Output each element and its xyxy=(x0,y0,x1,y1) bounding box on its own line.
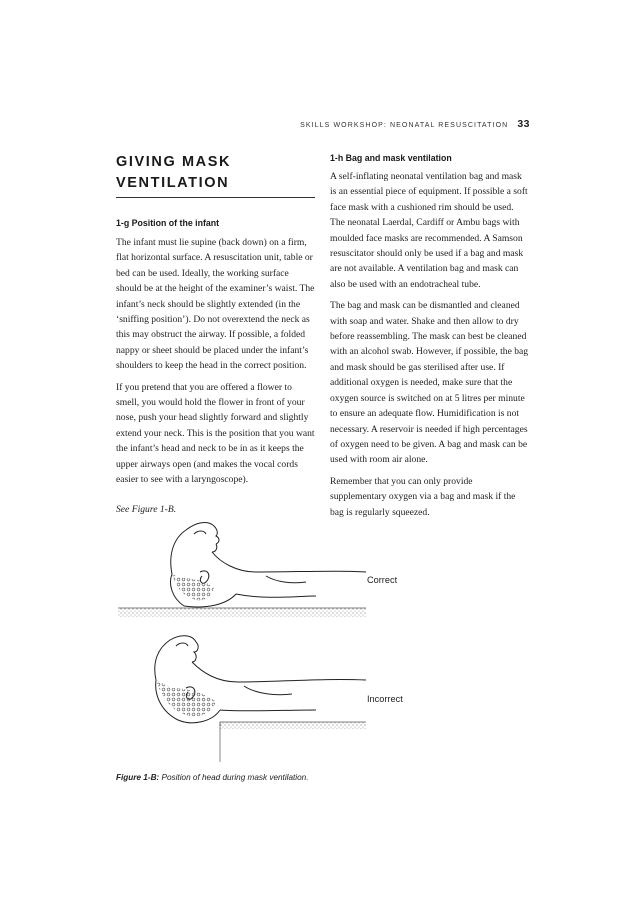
running-title: SKILLS WORKSHOP: NEONATAL RESUSCITATION xyxy=(300,122,509,129)
paragraph-equipment: A self-inflating neonatal ventilation bag and mask is an essential piece of equipment. If possible a soft face mask with a cushioned rim should be used. The neonatal Laerdal, Cardiff or Ambu bags with moulded face masks are recommended. A Samson resuscitator should only be used if a bag and mask are not available. A ventilation bag and mask can also be used with an endotracheal tube. xyxy=(330,171,528,290)
chapter-title xyxy=(116,152,315,198)
figure-caption xyxy=(116,773,309,782)
section-heading-bag-and-mask: 1-h Bag and mask ventilation xyxy=(330,153,452,163)
label-incorrect: Incorrect xyxy=(367,694,403,704)
caption-text: Position of head during mask ventilation. xyxy=(159,773,309,782)
chapter-title-line1: GIVING MASK xyxy=(116,154,232,170)
page-number: 33 xyxy=(517,118,530,130)
paragraph-flower-analogy: If you pretend that you are offered a flower to smell, you would hold the flower in front of your nose, push your head slightly forward and slightly extend your neck. This is the position that you want the infant’s head and neck to be in as it keeps the upper airways open (and makes the vocal cords easier to see with a laryngoscope). xyxy=(116,381,315,486)
infant-illustrations xyxy=(116,512,416,772)
paragraph-oxygen-reminder: Remember that you can only provide supplementary oxygen via a bag and mask if the bag is regularly squeezed. xyxy=(330,475,516,518)
correct-position-drawing xyxy=(118,523,366,617)
incorrect-position-drawing xyxy=(155,636,366,762)
paragraph-cleaning: The bag and mask can be dismantled and cleaned with soap and water. Shake and then allow to dry before reassembling. The mask can best be cleaned with an alcohol swab. However, if possible, the bag and mask should be gas sterilised after use. If additional oxygen is needed, make sure that the oxygen source is switched on at 5 litres per minute to ensure an adequate flow. Humidification is not necessary. A reservoir is needed if high percentages of oxygen need to be given. A bag and mask can be used with room air alone. xyxy=(330,300,529,466)
figure-head-position xyxy=(116,512,416,772)
paragraph-supine-position: The infant must lie supine (back down) on a firm, flat horizontal surface. A resuscitation unit, table or bed can be used. Ideally, the working surface should be at the height of the examiner’s waist. The infant’s neck should be slightly extended (in the ‘sniffing position’). Do not overextend the neck as this may obstruct the airway. If possible, a folded nappy or sheet should be placed under the infant’s shoulders to keep the head in the correct position. xyxy=(116,237,315,372)
section-heading-position-of-infant: 1-g Position of the infant xyxy=(116,218,220,228)
left-column xyxy=(116,150,315,523)
see-figure-reference: See Figure 1-B. xyxy=(116,503,177,515)
label-correct: Correct xyxy=(367,575,398,585)
running-header xyxy=(300,118,530,130)
caption-label: Figure 1-B: xyxy=(116,773,160,782)
chapter-title-line2: VENTILATION xyxy=(116,175,230,191)
right-column xyxy=(330,150,530,526)
